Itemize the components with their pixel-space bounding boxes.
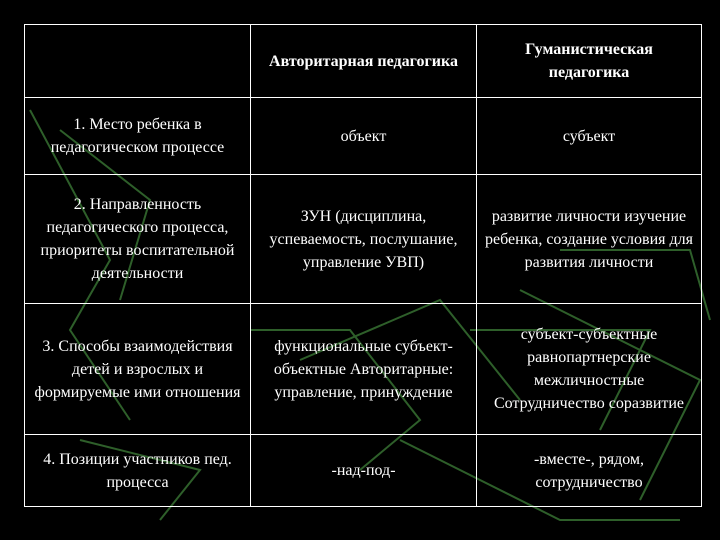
table-row xyxy=(25,304,702,435)
authoritarian-cell: -над-под- xyxy=(251,435,477,507)
criterion-cell: 1. Место ребенка в педагогическом процессе xyxy=(25,98,251,175)
humanistic-cell: субъект xyxy=(477,98,702,175)
criterion-cell: 3. Способы взаимодействия детей и взрослых и формируемые ими отношения xyxy=(25,304,251,435)
authoritarian-cell: ЗУН (дисциплина, успеваемость, послушание, управление УВП) xyxy=(251,175,477,304)
criterion-cell: 2. Направленность педагогического процесса, приоритеты воспитательной деятельности xyxy=(25,175,251,304)
table-row xyxy=(25,175,702,304)
authoritarian-cell: объект xyxy=(251,98,477,175)
table-row xyxy=(25,435,702,507)
comparison-table xyxy=(24,24,702,507)
humanistic-cell: развитие личности изучение ребенка, создание условия для развития личности xyxy=(477,175,702,304)
humanistic-cell: -вместе-, рядом, сотрудничество xyxy=(477,435,702,507)
authoritarian-cell: функциональные субъект-объектные Авторитарные: управление, принуждение xyxy=(251,304,477,435)
humanistic-cell: субъект-субъектные равнопартнерские межличностные Сотрудничество соразвитие xyxy=(477,304,702,435)
header-empty-cell xyxy=(25,25,251,98)
header-humanistic: Гуманистическая педагогика xyxy=(477,25,702,98)
criterion-cell: 4. Позиции участников пед. процесса xyxy=(25,435,251,507)
header-row xyxy=(25,25,702,98)
header-authoritarian: Авторитарная педагогика xyxy=(251,25,477,98)
table-row xyxy=(25,98,702,175)
